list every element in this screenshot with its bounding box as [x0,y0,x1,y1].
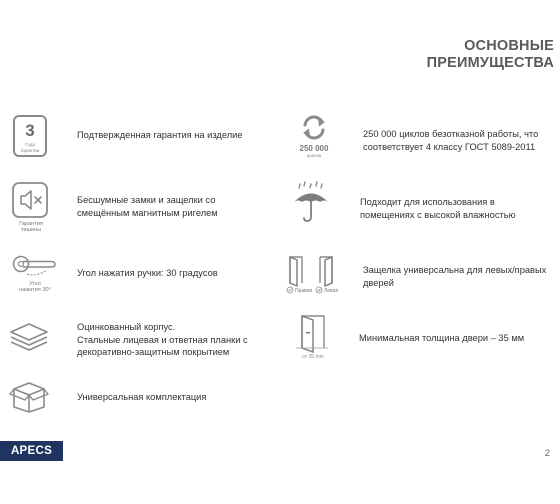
feature-latch-text [363,264,546,289]
silent-speaker-icon [11,181,49,219]
box-icon [8,378,50,414]
left-right-door-icon [286,253,352,295]
handle-angle-icon [11,252,57,280]
caption-line: Угол [29,281,41,287]
feature-line: Защелка универсальна для левых/правых [363,265,547,275]
feature-line: Минимальная толщина двери – 35 мм [359,333,525,343]
caption-line: тишины [20,227,42,234]
door-left-caption: Левая [324,288,339,294]
caption-line: Гарантия [19,221,43,227]
layers-icon [8,321,50,353]
feature-cycles-text [363,128,538,153]
handle-icon-caption [10,281,60,294]
cycles-caption: циклов [306,153,322,158]
feature-humidity-text [360,196,516,221]
title-line-1: ОСНОВНЫЕ [464,38,554,54]
title-line-2: ПРЕИМУЩЕСТВА [426,55,554,71]
feature-silent-text [77,194,218,219]
cycles-number: 250 000 [299,144,329,153]
feature-body-text [77,321,248,359]
feature-line: Угол нажатия ручки: 30 градусов [77,268,218,278]
feature-handle-text [77,267,218,280]
umbrella-rain-icon [291,181,331,225]
warranty-number: 3 [25,121,35,140]
warranty-3-years-icon [11,114,49,158]
feature-line: 250 000 циклов безотказной работы, что [363,129,539,139]
feature-warranty-text [77,129,243,142]
silent-icon-caption [10,221,52,234]
page-title [427,38,554,72]
door-thickness-caption: от 35 mm [302,354,324,360]
feature-line: Подтвержденная гарантия на изделие [77,130,243,140]
feature-line: декоративно-защитным покрытием [77,347,230,357]
feature-kit-text [77,391,206,404]
door-right-caption: Правая [295,288,313,294]
warranty-caption-1: Года [25,142,35,147]
feature-door-thickness-text [359,332,524,345]
door-thickness-icon [294,312,334,360]
feature-line: соответствует 4 классу ГОСТ 5089-2011 [363,141,536,152]
feature-line: дверей [363,277,394,288]
feature-line: Универсальная комплектация [77,392,207,402]
feature-line: смещённым магнитным ригелем [77,207,218,218]
feature-line: Оцинкованный корпус. [77,322,176,332]
feature-line: Стальные лицевая и ответная планки с [77,334,248,345]
page-number: 2 [544,448,550,459]
feature-line: Подходит для использования в [360,197,495,207]
feature-line: помещениях с высокой влажностью [360,209,516,220]
feature-line: Бесшумные замки и защелки со [77,195,216,205]
apecs-logo: APECS [0,441,63,461]
warranty-caption-2: гарантии [20,148,40,153]
cycles-icon [294,113,334,159]
caption-line: нажатия 30° [19,287,51,294]
